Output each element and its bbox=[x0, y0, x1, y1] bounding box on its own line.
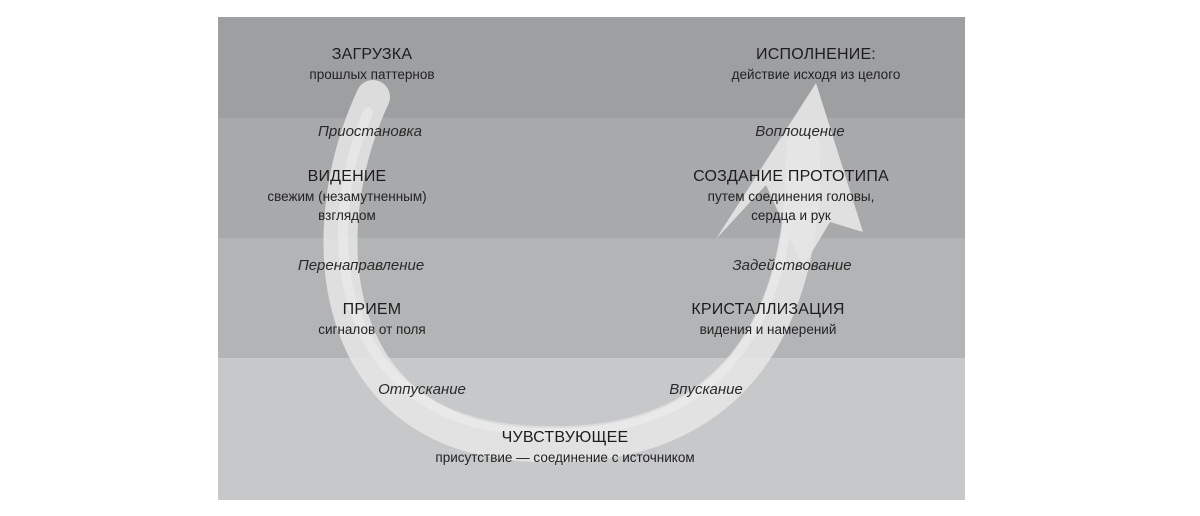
movement-redirecting: Перенаправление bbox=[297, 257, 425, 274]
movement-letting-go: Отпускание bbox=[378, 381, 466, 398]
stage-title: СОЗДАНИЕ ПРОТОТИПА bbox=[693, 168, 889, 185]
stage-downloading bbox=[309, 45, 434, 84]
stage-crystallizing bbox=[691, 300, 844, 339]
stage-subtitle: видения и намерений bbox=[699, 322, 837, 337]
stage-presencing bbox=[435, 428, 694, 467]
stage-prototyping bbox=[693, 167, 889, 225]
stage-title: КРИСТАЛЛИЗАЦИЯ bbox=[691, 301, 845, 318]
stage-subtitle: свежим (незамутненным) bbox=[267, 189, 427, 204]
stage-performing bbox=[732, 45, 901, 84]
stage-title: ИСПОЛНЕНИЕ: bbox=[756, 46, 876, 63]
u-process-diagram bbox=[218, 17, 965, 500]
stage-seeing bbox=[267, 167, 426, 225]
movement-suspending: Приостановка bbox=[318, 123, 422, 140]
stage-title: ВИДЕНИЕ bbox=[307, 168, 387, 185]
stage-subtitle: сердца и рук bbox=[751, 208, 831, 223]
movement-letting-come: Впускание bbox=[669, 381, 743, 398]
movement-embodying: Воплощение bbox=[755, 123, 845, 140]
stage-subtitle: действие исходя из целого bbox=[731, 67, 901, 82]
stage-subtitle: путем соединения головы, bbox=[707, 189, 875, 204]
stage-subtitle: присутствие — соединение с источником bbox=[435, 450, 695, 465]
stage-title: ЗАГРУЗКА bbox=[331, 46, 413, 63]
stage-sensing bbox=[318, 300, 426, 339]
stage-subtitle: прошлых паттернов bbox=[309, 67, 435, 82]
stage-subtitle: сигналов от поля bbox=[318, 322, 426, 337]
stage-title: ПРИЕМ bbox=[342, 301, 402, 318]
stage-subtitle: взглядом bbox=[318, 208, 376, 223]
movement-enacting: Задействование bbox=[732, 257, 852, 274]
stage-title: ЧУВСТВУЮЩЕЕ bbox=[501, 429, 629, 446]
